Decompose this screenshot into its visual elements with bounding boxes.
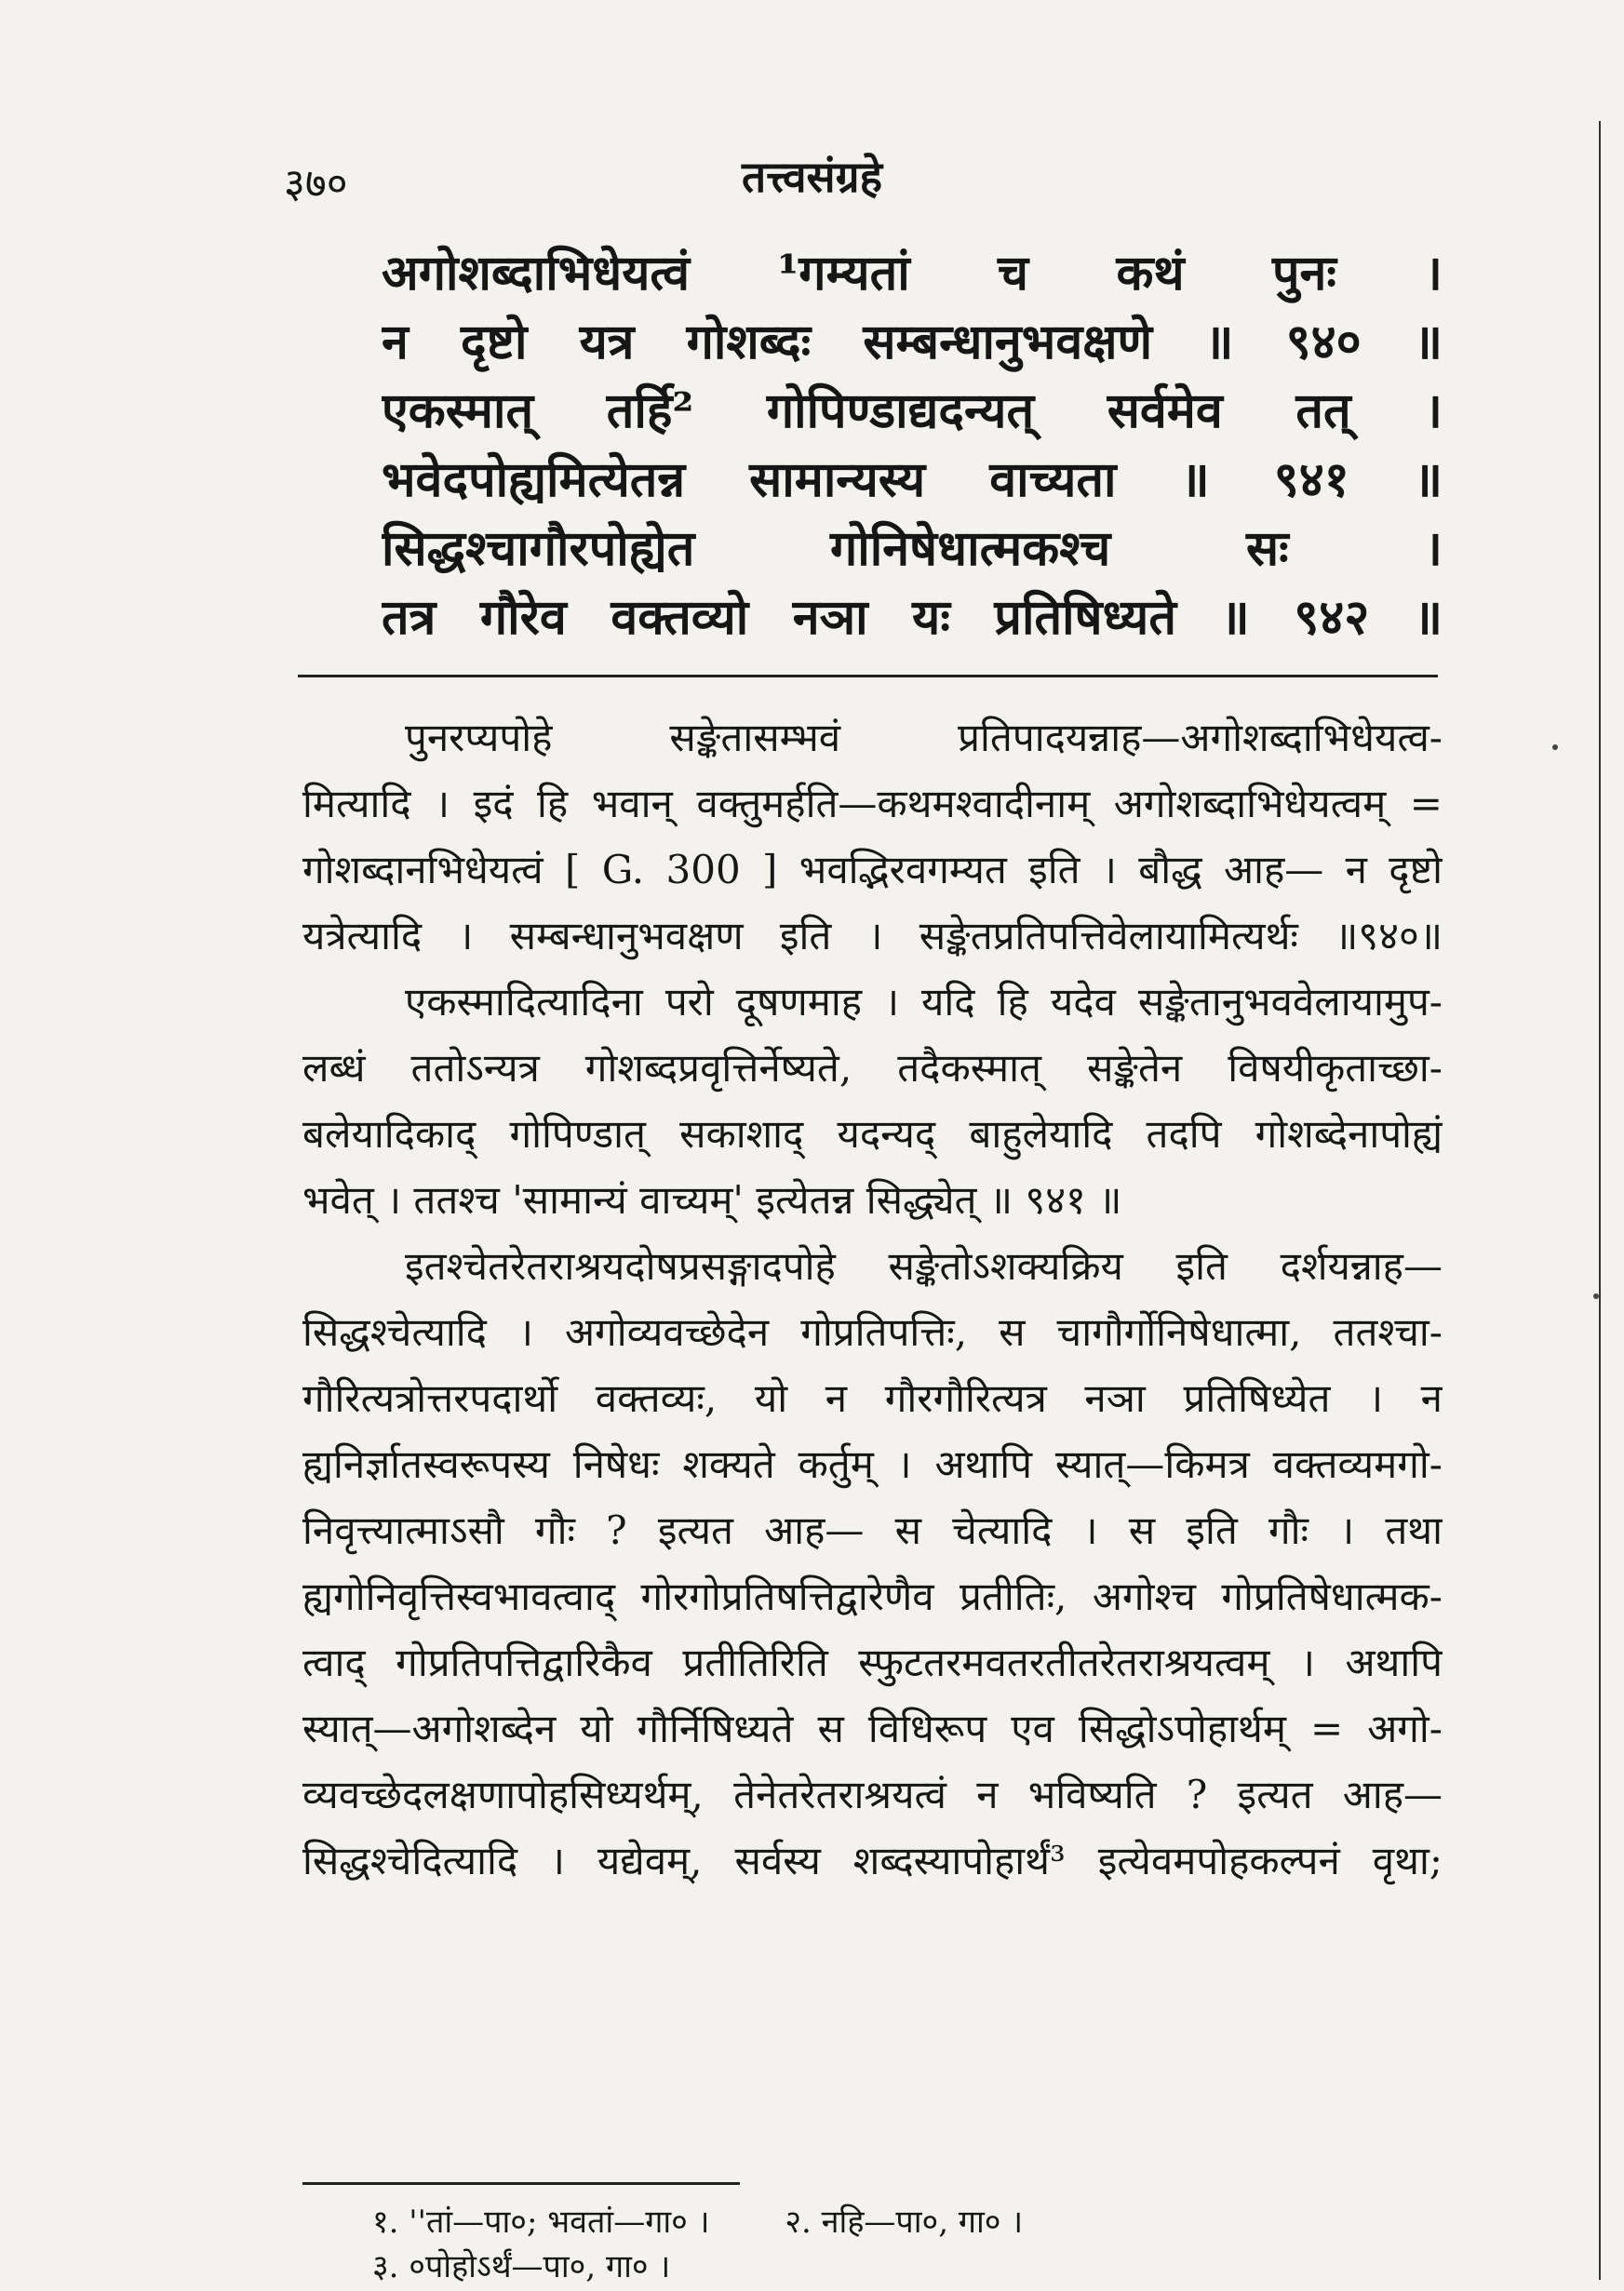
commentary-line: स्यात्—अगोशब्देन यो गौर्निषिध्यते स विधिरूप एव सिद्धोऽपोहार्थम् = अगो-	[302, 1706, 1443, 1751]
commentary-line: एकस्मादित्यादिना परो दूषणमाह । यदि हि यदेव सङ्केतानुभववेलायामुप-	[405, 979, 1443, 1025]
commentary-line: बलेयादिकाद् गोपिण्डात् सकाशाद् यदन्यद् बाहुलेयादि तदपि गोशब्देनापोह्यं	[302, 1111, 1443, 1157]
commentary-line: गौरित्यत्रोत्तरपदार्थो वक्तव्यः, यो न गौरगौरित्यत्र नञा प्रतिषिध्येत । न	[302, 1375, 1443, 1421]
margin-speck	[1552, 744, 1558, 750]
commentary-line: लब्धं ततोऽन्यत्र गोशब्दप्रवृत्तिर्नेष्यते, तदैकस्मात् सङ्केतेन विषयीकृताच्छा-	[302, 1045, 1443, 1091]
verse-block	[382, 244, 1443, 657]
commentary-block	[302, 709, 1443, 1898]
footnote-row	[372, 2246, 1443, 2287]
verse-line: अगोशब्दाभिधेयत्वं ¹गम्यतां च कथं पुनः ।	[382, 245, 1443, 301]
commentary-line: निवृत्त्यात्माऽसौ गौः ? इत्यत आह— स चेत्यादि । स इति गौः । तथा	[302, 1507, 1443, 1553]
verse-line: तत्र गौरेव वक्तव्यो नञा यः प्रतिषिध्यते ॥ ९४२ ॥	[382, 589, 1443, 646]
commentary-line: इतश्चेतरेतराश्रयदोषप्रसङ्गादपोहे सङ्केतोऽशक्यक्रिय इति दर्शयन्नाह—	[405, 1243, 1443, 1289]
footnotes	[372, 2202, 1443, 2291]
commentary-line: यत्रेत्यादि । सम्बन्धानुभवक्षण इति । सङ्केतप्रतिपत्तिवेलायामित्यर्थः ॥९४०॥	[302, 913, 1443, 958]
commentary-line: व्यवच्छेदलक्षणापोहसिध्यर्थम्, तेनेतरेतराश्रयत्वं न भविष्यति ? इत्यत आह—	[302, 1772, 1443, 1817]
commentary-line: सिद्धश्चेदित्यादि । यद्येवम्, सर्वस्य शब्दस्यापोहार्थं³ इत्येवमपोहकल्पनं वृथा;	[302, 1838, 1443, 1883]
binding-edge	[1599, 121, 1601, 2280]
verse-line: भवेदपोह्यमित्येतन्न सामान्यस्य वाच्यता ॥ ९४१ ॥	[382, 451, 1443, 508]
footnote-2: २. नहि—पा०, गा० ।	[785, 2204, 1024, 2241]
commentary-line: त्वाद् गोप्रतिपत्तिद्वारिकैव प्रतीतिरिति स्फुटतरमवतरतीतरेतराश्रयत्वम् । अथापि	[302, 1640, 1443, 1685]
footnote-divider	[302, 2182, 740, 2185]
verse-divider	[298, 675, 1438, 677]
commentary-line: मित्यादि । इदं हि भवान् वक्तुमर्हति—कथमश्वादीनाम् अगोशब्दाभिधेयत्वम् =	[302, 781, 1443, 826]
commentary-line: गोशब्दानभिधेयत्वं [ G. 300 ] भवद्भिरवगम्यत इति । बौद्ध आह— न दृष्टो	[302, 847, 1443, 892]
margin-speck	[1593, 1293, 1599, 1299]
commentary-line: भवेत् । ततश्च 'सामान्यं वाच्यम्' इत्येतन्न सिद्ध्येत् ॥ ९४१ ॥	[302, 1177, 1122, 1223]
commentary-line: ह्यनिर्ज्ञातस्वरूपस्य निषेधः शक्यते कर्तुम् । अथापि स्यात्—किमत्र वक्तव्यमगो-	[302, 1441, 1443, 1487]
footnote-1: १. ''तां—पा०; भवतां—गा० ।	[372, 2204, 710, 2241]
running-title: तत्त्वसंग्रहे	[741, 152, 883, 202]
commentary-line: पुनरप्यपोहे सङ्केतासम्भवं प्रतिपादयन्नाह—अगोशब्दाभिधेयत्व-	[405, 715, 1443, 760]
commentary-line: सिद्धश्चेत्यादि । अगोव्यवच्छेदेन गोप्रतिपत्तिः, स चागौर्गोनिषेधात्मा, ततश्चा-	[302, 1309, 1443, 1355]
verse-line: सिद्धश्चागौरपोह्येत गोनिषेधात्मकश्च सः ।	[382, 520, 1443, 577]
verse-line: एकस्मात् तर्हि² गोपिण्डाद्यदन्यत् सर्वमेव तत् ।	[382, 382, 1443, 439]
footnote-row	[372, 2202, 1443, 2243]
page-number: ३७०	[284, 160, 348, 208]
verse-line: न दृष्टो यत्र गोशब्दः सम्बन्धानुभवक्षणे ॥ ९४० ॥	[382, 314, 1443, 370]
commentary-line: ह्यगोनिवृत्तिस्वभावत्वाद् गोरगोप्रतिषत्तिद्वारेणैव प्रतीतिः, अगोश्च गोप्रतिषेधात्मक-	[302, 1574, 1443, 1619]
footnote-3: ३. ०पोहोऽर्थं—पा०, गा० ।	[372, 2248, 671, 2285]
